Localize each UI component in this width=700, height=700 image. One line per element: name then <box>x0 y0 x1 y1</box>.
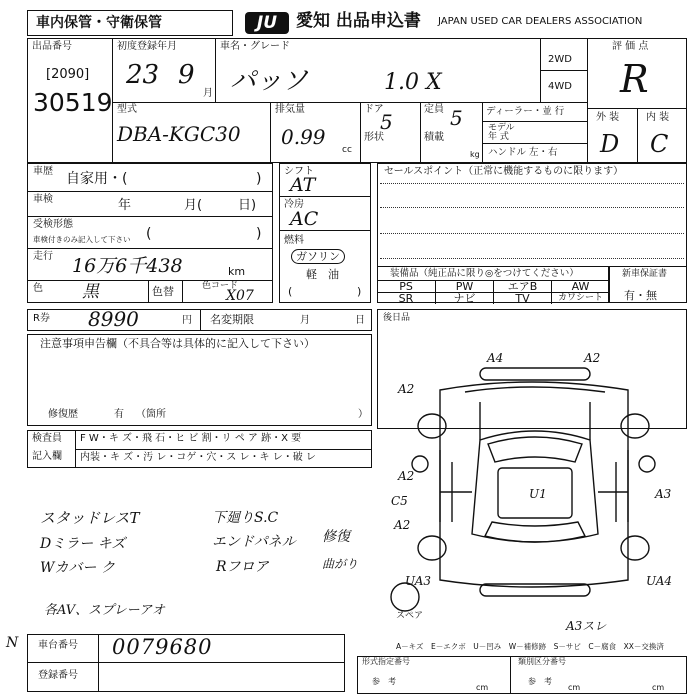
doors-label: ドア <box>364 104 384 115</box>
drive-2wd: 2WD <box>548 54 572 65</box>
accept-close: ) <box>256 226 262 242</box>
exterior-label: 外 装 <box>596 112 620 123</box>
mileage-value: 16万6千438 <box>72 255 183 277</box>
registration-month: 9 <box>178 60 195 90</box>
inspector-row-1: F W・キ ズ・飛 石・ヒ ビ 割・リ ペ ア 跡・X 要 <box>80 433 302 444</box>
post-date-label: 後日品 <box>383 313 411 323</box>
damage-mark: A4 <box>487 351 504 365</box>
equipment-label: 装備品（純正品に限り◎をつけてください） <box>390 268 579 279</box>
doors-value: 5 <box>380 110 393 134</box>
fuel-close: ) <box>357 285 362 298</box>
model-year-label: モデル <box>488 123 515 133</box>
damage-mark: A2 <box>398 382 415 396</box>
drive-4wd: 4WD <box>548 81 572 92</box>
equipment-grid <box>377 280 609 303</box>
fuel-label: 燃料 <box>284 235 304 246</box>
color-label: 色 <box>33 283 43 294</box>
mileage-label: 走行 <box>33 251 53 262</box>
sales-point-label: セールスポイント（正常に機能するものに限ります） <box>384 166 624 177</box>
inspection-month-unit: 月( <box>184 198 203 213</box>
capacity-label: 定員 <box>424 104 444 115</box>
load-label: 積載 <box>424 132 444 143</box>
note-right-extra-1: 修復 <box>322 529 350 545</box>
footer-cm-1: cm <box>476 683 489 692</box>
accept-label: 受検形態 <box>33 219 73 230</box>
note-left-3: Wカバー ク <box>40 560 115 576</box>
equipment-item: PW <box>435 280 493 292</box>
listing-number: 30519 <box>33 88 113 117</box>
shape-label: 形状 <box>364 132 384 143</box>
inspection-day-unit: 日) <box>238 198 257 213</box>
damage-mark: A2 <box>584 351 601 365</box>
spare-label: スペア <box>396 611 424 621</box>
color-code-value: X07 <box>226 288 254 304</box>
shift-label: シフト <box>284 166 314 177</box>
displacement-label: 排気量 <box>275 104 305 115</box>
note-bottom: 各AV、スプレーアオ <box>44 603 165 618</box>
handle-label: ハンドル 左・右 <box>488 147 558 158</box>
equipment-item: ナビ <box>435 292 493 304</box>
color-code-label: 色コード <box>202 281 239 291</box>
accept-note: 車検付きのみ記入して下さい <box>33 235 131 244</box>
org-title: 愛知 出品申込書 <box>296 11 421 31</box>
damage-mark: A2 <box>394 518 411 532</box>
chassis-label: 車台番号 <box>38 640 78 651</box>
name-change-month: 月 <box>300 315 310 326</box>
inspector-label-2: 記入欄 <box>32 451 62 462</box>
storage-label-box <box>27 10 233 36</box>
car-name-value: パッソ <box>230 66 309 96</box>
equipment-item: TV <box>493 292 551 304</box>
car-damage-diagram <box>380 352 685 652</box>
history-value: 自家用・( <box>66 171 128 187</box>
ju-logo: JU <box>245 12 289 34</box>
note-right-1: 下廻りS.C <box>212 510 279 526</box>
mileage-unit: km <box>228 265 246 278</box>
fuel-diesel: 軽 油 <box>306 268 339 281</box>
name-change-label: 名変期限 <box>210 313 254 326</box>
equipment-item: SR <box>377 292 435 304</box>
ac-label: 冷房 <box>284 199 304 210</box>
registration-year: 23 <box>126 60 160 90</box>
capacity-value: 5 <box>450 106 463 130</box>
recycle-unit: 円 <box>182 315 192 326</box>
exterior-value: D <box>600 130 620 158</box>
repair-label: 修復歴 <box>48 409 78 420</box>
chassis-value: 0079680 <box>112 635 213 659</box>
grade-label: 評 価 点 <box>612 41 649 52</box>
footer-label-1: 形式指定番号 <box>362 657 410 666</box>
damage-mark: A2 <box>398 469 415 483</box>
registration-month-unit: 月 <box>203 88 213 99</box>
footer-label-2: 類別区分番号 <box>518 657 566 666</box>
inspection-year-unit: 年 <box>118 198 132 213</box>
side-mark: N <box>6 635 19 651</box>
footer-cm-2: cm <box>568 683 581 692</box>
damage-mark: UA3 <box>405 574 432 588</box>
inspector-row-2: 内装・キ ズ・汚 レ・コゲ・穴・ス レ・キ レ・破 レ <box>80 452 316 463</box>
car-name-label: 車名・グレード <box>220 41 290 52</box>
history-label: 車歴 <box>33 166 53 177</box>
accept-open: ( <box>146 226 152 242</box>
color-swap-label: 色替 <box>152 285 174 298</box>
fuel-gasoline: ガソリン <box>291 249 345 264</box>
name-change-day: 日 <box>355 315 365 326</box>
interior-label: 内 装 <box>646 112 670 123</box>
note-left-1: スタッドレスT <box>40 509 140 527</box>
inspector-label-1: 検査員 <box>32 433 62 444</box>
listing-no-label: 出品番号 <box>32 41 72 52</box>
footer-cm-3: cm <box>652 683 665 692</box>
ac-value: AC <box>290 208 319 230</box>
note-right-3: Rフロア <box>216 559 269 575</box>
notes-label: 注意事項申告欄（不具合等は具体的に記入して下さい） <box>40 337 315 350</box>
note-left-2: Dミラー キズ <box>40 536 126 552</box>
plate-label: 登録番号 <box>38 670 78 681</box>
damage-mark: A3スレ <box>566 619 607 633</box>
equipment-item: カワシート <box>551 292 609 304</box>
recycle-value: 8990 <box>88 307 139 331</box>
footer-ref-2: 参 考 <box>528 677 552 686</box>
damage-mark: UA4 <box>646 574 673 588</box>
repair-place-close: ） <box>358 409 368 420</box>
storage-label: 車内保管・守衛保管 <box>36 15 162 31</box>
damage-legend: A－キズ E－エクボ U－凹み W－補修跡 S－サビ C－腐食 XX－交換済 <box>396 642 664 651</box>
shift-value: AT <box>290 174 316 196</box>
color-value: 黒 <box>82 282 99 302</box>
equipment-item: エアB <box>493 280 551 292</box>
listing-bracket-no: [2090] <box>46 67 90 82</box>
recycle-label: R券 <box>33 313 50 324</box>
assoc-english: JAPAN USED CAR DEALERS ASSOCIATION <box>438 16 643 27</box>
warranty-label: 新車保証書 <box>622 269 668 279</box>
damage-mark: A3 <box>655 487 672 501</box>
note-right-extra-2: 曲がり <box>322 557 359 571</box>
damage-mark: U1 <box>529 487 547 501</box>
load-unit: kg <box>470 150 480 159</box>
dealer-import-label: ディーラー・並 行 <box>486 106 565 117</box>
model-label: 型式 <box>117 104 137 115</box>
repair-place-label: （箇所 <box>136 409 166 420</box>
damage-mark: C5 <box>391 494 408 508</box>
displacement-value: 0.99 <box>281 125 326 149</box>
grade-score: R <box>620 57 649 101</box>
year-label: 年 式 <box>488 132 509 142</box>
note-right-2: エンドパネル <box>212 534 296 550</box>
history-close: ) <box>256 171 262 187</box>
footer-ref-1: 参 考 <box>372 677 396 686</box>
repair-value: 有 <box>114 409 124 420</box>
fuel-open: ( <box>288 285 293 298</box>
interior-value: C <box>650 130 669 158</box>
displacement-unit: cc <box>342 145 352 155</box>
car-grade-value: 1.0 X <box>384 70 442 95</box>
equipment-item: AW <box>551 280 609 292</box>
inspection-label: 車検 <box>33 194 53 205</box>
warranty-options: 有・無 <box>624 289 657 302</box>
model-value: DBA-KGC30 <box>117 122 241 146</box>
registration-label: 初度登録年月 <box>117 41 177 52</box>
equipment-item: PS <box>377 280 435 292</box>
